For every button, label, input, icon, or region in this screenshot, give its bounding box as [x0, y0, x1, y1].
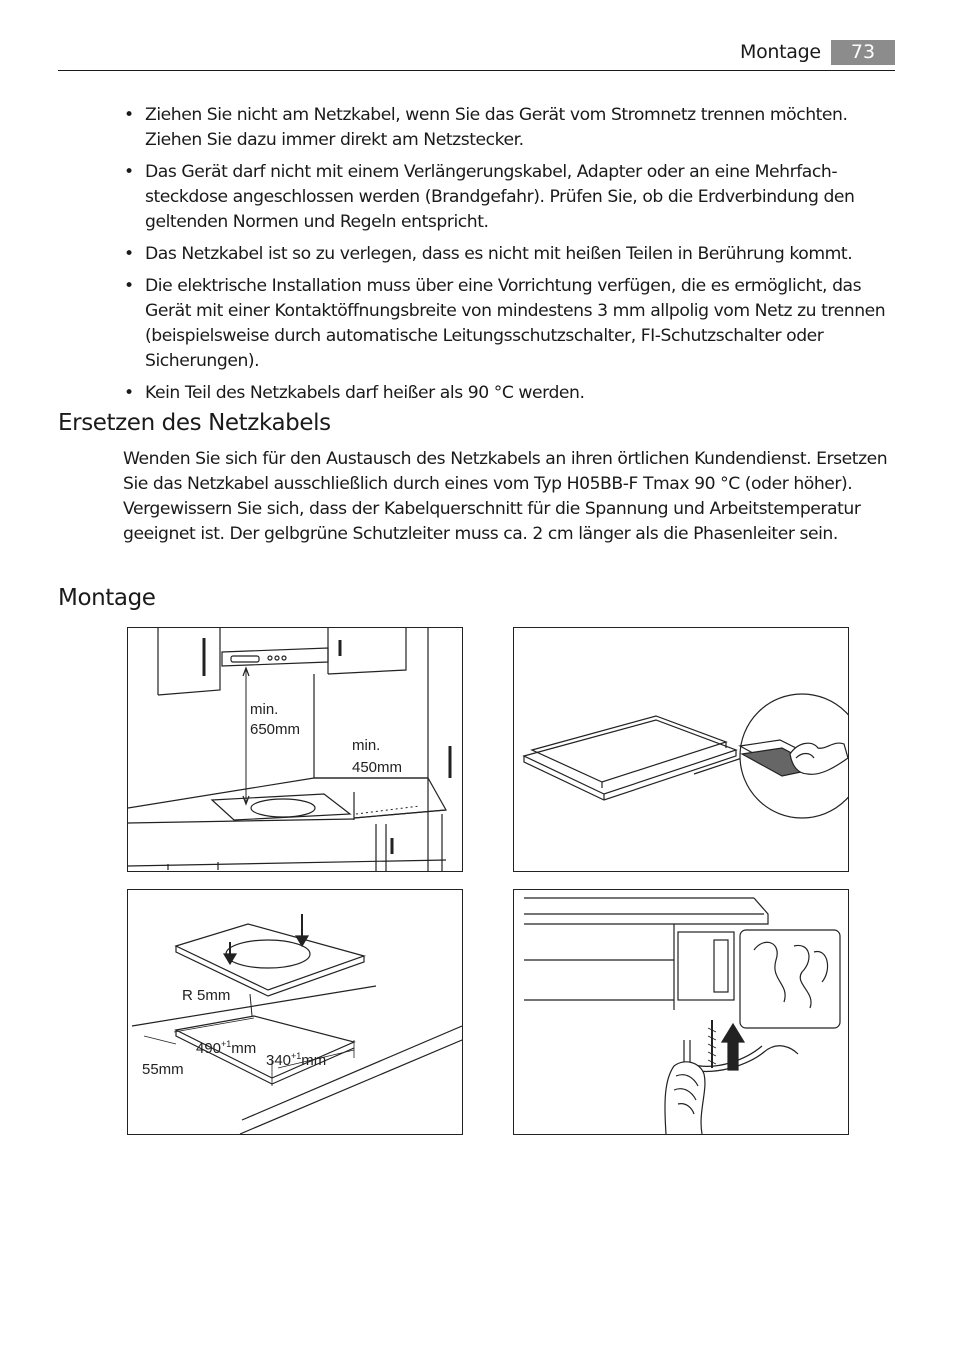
list-item-text: Das Netzkabel ist so zu verlegen, dass es nicht mit heißen Teilen in Berührung kommt. [145, 244, 853, 264]
label-edge-distance: 55mm [142, 1061, 184, 1078]
list-item [124, 381, 894, 406]
label-width: $490^{+1}mm$ [196, 1039, 257, 1057]
list-item [124, 160, 894, 235]
figure-cutout-dimensions [127, 889, 463, 1135]
list-item-text: Die elektrische Installation muss über eine Vorrichtung verfügen, die es ermöglicht, das Gerät mit einer Kontaktöffnungsbreite von mindestens 3 mm allpolig vom Netz zu trennen (beispielsweise durch automatische Leitungsschutzschalter, FI-Schutzschalter oder Sicherungen). [145, 276, 886, 371]
list-item-text: Ziehen Sie nicht am Netzkabel, wenn Sie das Gerät vom Stromnetz trennen möchten. Ziehen Sie dazu immer direkt am Netzstecker. [145, 105, 848, 150]
bullet-icon: • [124, 383, 134, 403]
replace-cable-paragraph: Wenden Sie sich für den Austausch des Netzkabels an ihren örtlichen Kundendienst. Ersetzen Sie das Netzkabel ausschließlich durch eines vom Typ H05BB-F Tmax 90 °C (oder höher). Vergewissern Sie sich, dass der Kabelquerschnitt für die Spannung und Arbeitstemperatur geeignet ist. Der gelbgrüne Schutzleiter muss ca. 2 cm länger als die Phasenleiter sein. [123, 449, 888, 544]
bullet-icon: • [124, 162, 134, 182]
header-rule [58, 70, 895, 71]
header-section-title: Montage [740, 41, 821, 63]
label-min-height-2: 650mm [250, 721, 301, 738]
list-item-text: Das Gerät darf nicht mit einem Verlängerungskabel, Adapter oder an eine Mehrfachsteckdose angeschlossen werden (Brandgefahr). Prüfen Sie, ob die Erdverbindung den geltenden Normen und Regeln entspricht. [145, 162, 855, 232]
label-depth: $340^{+1}mm$ [266, 1051, 327, 1069]
safety-bullet-list [124, 103, 894, 413]
bullet-icon: • [124, 276, 134, 296]
bullet-icon: • [124, 105, 134, 125]
list-item [124, 242, 894, 267]
figure-bracket-fixing [513, 889, 849, 1135]
label-min-side-1: min. [352, 737, 381, 754]
list-item-text: Kein Teil des Netzkabels darf heißer als 90 °C werden. [145, 383, 585, 403]
list-item [124, 274, 894, 374]
bullet-icon: • [124, 244, 134, 264]
label-radius: R 5mm [182, 987, 231, 1004]
list-item [124, 103, 894, 153]
section-heading-replace-cable: Ersetzen des Netzkabels [58, 410, 331, 436]
section-heading-montage: Montage [58, 585, 156, 611]
label-min-side-2: 450mm [352, 759, 403, 776]
label-min-height-1: min. [250, 701, 279, 718]
page-number: 73 [831, 40, 895, 65]
figure-seal-application [513, 627, 849, 872]
figure-installation-clearance [127, 627, 463, 872]
